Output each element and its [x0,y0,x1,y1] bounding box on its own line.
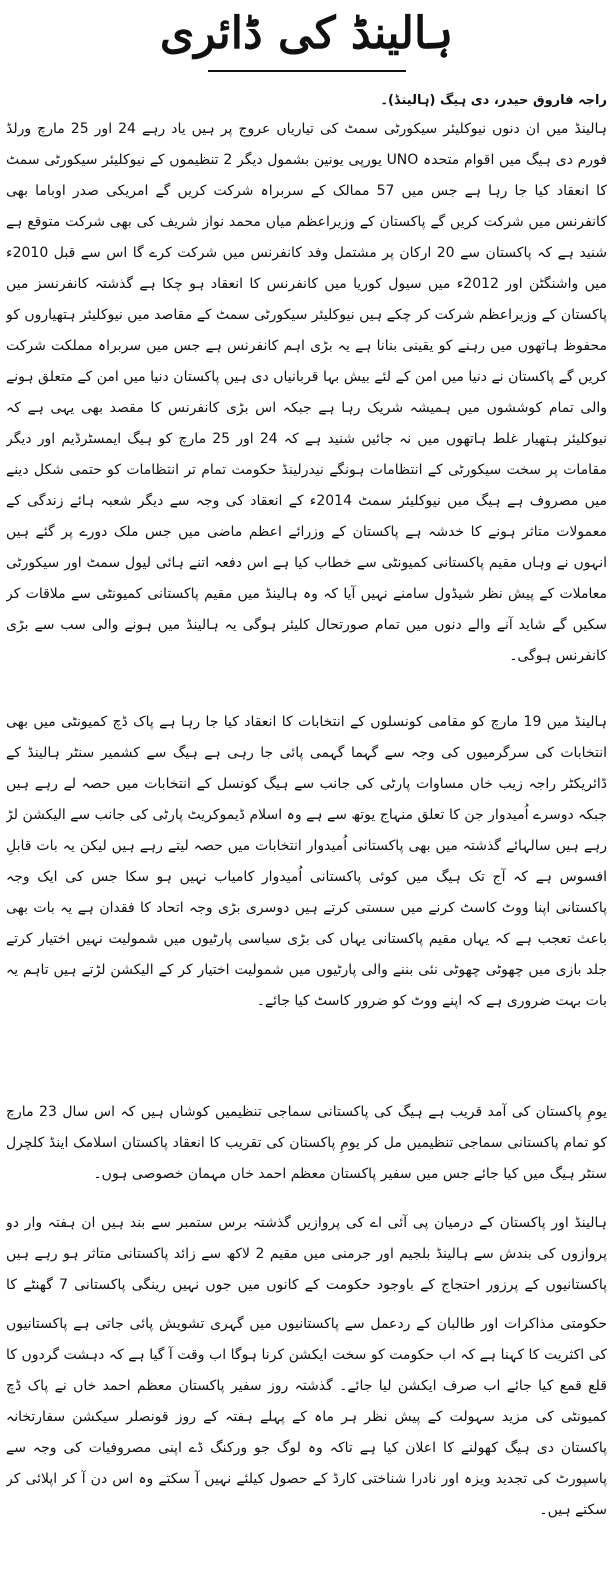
paragraph-local-elections: ہالینڈ میں 19 مارچ کو مقامی کونسلوں کے انتخابات کا انعقاد کیا جا رہا ہے پاک ڈچ کمیونٹی میں بھی انتخابات کی سرگرمیوں کی وجہ سے گہما گہمی پائی جا رہی ہے ہیگ سے کشمیر سنٹر ہالینڈ کے ڈائریکٹر راجہ زیب خاں مساوات پارٹی کی جانب سے ہیگ کونسل کے انتخابات میں حصہ لے رہے ہیں جبکہ دوسرے اُمیدوار جن کا تعلق منہاج یوتھ سے ہے وہ اسلام ڈیموکریٹ پارٹی کی جانب سے الیکشن لڑ رہے ہیں سالہائے گذشتہ میں بھی پاکستانی اُمیدوار انتخابات میں حصہ لیتے رہے ہیں لیکن یہ بات قابلِ افسوس ہے کہ آج تک ہیگ میں کوئی پاکستانی اُمیدوار کامیاب نہیں ہو سکا جس کی ایک وجہ پاکستانی اپنا ووٹ کاسٹ کرنے میں سستی کرتے ہیں دوسری بڑی وجہ اتحاد کا فقدان ہے یہ بات بھی باعث تعجب ہے کہ یہاں مقیم پاکستانی یہاں کی بڑی سیاسی پارٹیوں میں شمولیت نہیں اختیار کرتے جلد بازی میں چھوٹی چھوٹی نئی بننے والی پارٹیوں میں شمولیت اختیار کر کے الیکشن لڑتے ہیں تاہم یہ بات بہت ضروری ہے کہ اپنے ووٹ کو ضرور کاسٹ کیا جائے۔ [6,714,607,1009]
article-title: ہالینڈ کی ڈائری [159,8,454,59]
paragraph-consular-section: حکومتی مذاکرات اور طالبان کے ردعمل سے پاکستانیوں میں گہری تشویش پائی جاتی ہے پاکستانیوں کی اکثریت کا کہنا ہے کہ اب حکومت کو سخت ایکشن کرنا ہوگا اب وقت آ گیا ہے کہ دہشت گردوں کا قلع قمع کیا جائے اب صرف ایکشن لیا جائے۔ گذشتہ روز سفیر پاکستان معظم احمد خاں نے پاک ڈچ کمیونٹی کی مزید سہولت کے پیش نظر ہر ماہ کے پہلے ہفتہ کے روز قونصلر سیکشن سفارتخانہ پاکستان دی ہیگ کھولنے کا اعلان کیا ہے تاکہ وہ لوگ جو ورکنگ ڈے اپنی مصروفیات کی وجہ سے پاسپورٹ کی تجدید ویزہ اور نادرا شناختی کارڈ کے حصول کیلئے نہیں آ سکتے وہ اس دن آ کر اپلائی کر سکتے ہیں۔ [6,1316,607,1518]
article-body [6,114,607,1570]
paragraph-pakistan-day: یومِ پاکستان کی آمد قریب ہے ہیگ کی پاکستانی سماجی تنظیمیں کوشاں ہیں کہ اس سال 23 مارچ کو تمام پاکستانی سماجی تنظیمیں مل کر یومِ پاکستان کی تقریب کا انعقاد پاکستان اسلامک اینڈ کلچرل سنٹر ہیگ میں کیا جائے جس میں سفیر پاکستان معظم احمد خاں مہمان خصوصی ہوں۔ [6,1104,607,1182]
title-underline [208,70,406,72]
masthead [0,6,613,62]
paragraph-nuclear-summit: ہالینڈ میں ان دنوں نیوکلیئر سیکورٹی سمٹ کی تیاریاں عروج پر ہیں یاد رہے 24 اور 25 مارچ ورلڈ فورم دی ہیگ میں اقوام متحدہ UNO یورپی یونین بشمول دیگر 2 تنظیموں کے نیوکلیئر سیکورٹی سمٹ کا انعقاد کیا جا رہا ہے جس میں 57 ممالک کے سربراہ شرکت کریں گے امریکی صدر اوباما بھی کانفرنس میں شرکت کریں گے پاکستان کے وزیراعظم میاں محمد نواز شریف کی بھی شرکت متوقع ہے شنید ہے کہ پاکستان سے 20 ارکان پر مشتمل وفد کانفرنس میں شرکت کرے گا اس سے قبل 2010ء میں واشنگٹن اور 2012ء میں سیول کوریا میں کانفرنس کا انعقاد ہو چکا ہے گذشتہ کانفرنسز میں پاکستان کے وزیراعظم شرکت کر چکے ہیں نیوکلیئر سیکورٹی سمٹ کے مقاصد میں نیوکلیئر ہتھیاروں کو محفوظ ہاتھوں میں رہنے کو یقینی بنانا ہے یہ بڑی اہم کانفرنس ہے جس میں سربراہ مملکت شرکت کریں گے پاکستان نے دنیا میں امن کے لئے بیش بہا قربانیاں دی ہیں پاکستان دنیا میں امن کے متعلق ہونے والی تمام کوششوں میں ہمیشہ شریک رہا ہے جبکہ اس بڑی کانفرنس کا مقصد بھی یہی ہے کہ نیوکلیئر ہتھیار غلط ہاتھوں میں نہ جائیں شنید ہے کہ 24 اور 25 مارچ کو ہیگ ایمسٹرڈیم اور دیگر مقامات پر سخت سیکورٹی کے انتظامات ہونگے نیدرلینڈ حکومت تمام تر انتظامات کو حتمی شکل دینے میں مصروف ہے ہیگ میں نیوکلیئر سمٹ 2014ء کے انعقاد کی وجہ سے دیگر شعبہ ہائے زندگی کے معمولات متاثر ہونے کا خدشہ ہے پاکستان کے وزرائے اعظم ماضی میں جس ملک دورے پر گئے ہیں انہوں نے وہاں مقیم پاکستانی کمیونٹی سے خطاب کیا ہے اس دفعہ اتنے ہائی لیول سمٹ اور سیکورٹی معاملات کے پیش نظر شیڈول سامنے نہیں آیا کہ وہ ہالینڈ میں مقیم پاکستانی کمیونٹی سے ملاقات کر سکیں گے شاید آنے والے دنوں میں تمام صورتحال کلیئر ہوگی یہ ہالینڈ میں ہونے والی سب سے بڑی کانفرنس ہوگی۔ [6,121,607,664]
article-byline: راجہ فاروق حیدر، دی ہیگ (ہالینڈ)۔ [380,93,607,108]
paragraph-pia-flights: ہالینڈ اور پاکستان کے درمیان پی آئی اے کی پروازیں گذشتہ برس ستمبر سے بند ہیں ان ہفتہ وار دو پروازوں کی بندش سے ہالینڈ بلجیم اور جرمنی میں مقیم 2 لاکھ سے زائد پاکستانی متاثر ہو رہے ہیں پاکستانیوں کے پرزور احتجاج کے باوجود حکومت کے کانوں میں جوں نہیں رینگی پاکستانی 7 گھنٹے کا [6,1215,607,1293]
